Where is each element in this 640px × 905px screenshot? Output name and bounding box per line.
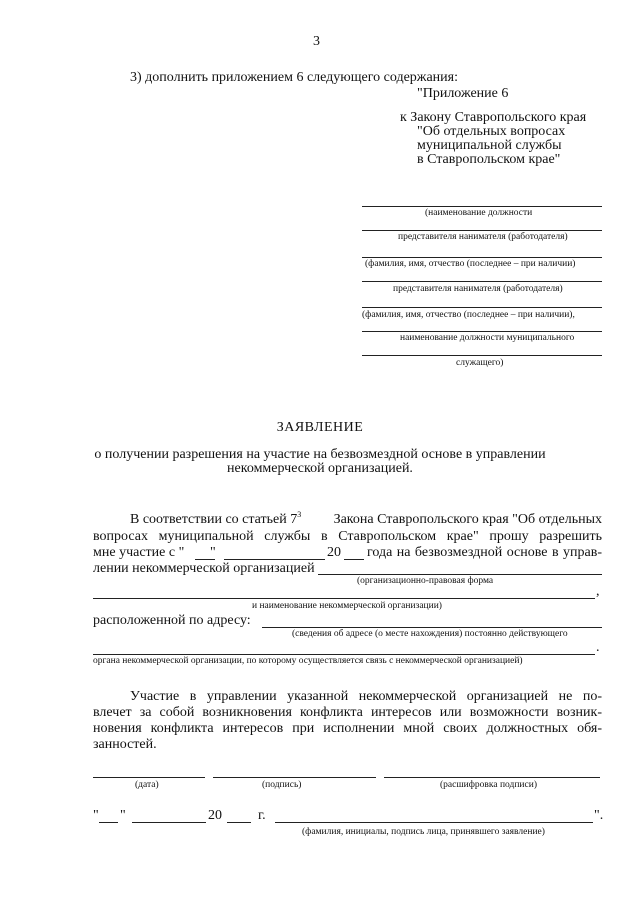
field-caption: (организационно-правовая форма xyxy=(357,576,494,586)
fill-line xyxy=(362,230,602,231)
document-subtitle: некоммерческой организацией. xyxy=(227,461,413,476)
appendix-title: "Приложение 6 xyxy=(417,86,509,101)
fill-line xyxy=(93,654,595,655)
fill-line xyxy=(362,331,602,332)
paragraph-text: В соответствии со статьей $7^3$ xyxy=(130,510,302,527)
amendment-intro: 3) дополнить приложением 6 следующего содержания: xyxy=(130,70,458,85)
paragraph-line: лении некоммерческой организацией xyxy=(93,561,315,576)
document-subtitle: о получении разрешения на участие на безвозмездной основе в управлении xyxy=(94,447,546,462)
date-caption: (дата) xyxy=(135,780,159,790)
paragraph-line: Участие в управлении указанной некоммерческой организацией не по- xyxy=(130,689,602,704)
comma: , xyxy=(596,584,600,599)
paragraph-line xyxy=(130,512,602,528)
document-title: ЗАЯВЛЕНИЕ xyxy=(276,420,364,435)
acceptor-line xyxy=(275,822,593,823)
fill-line xyxy=(362,307,602,308)
appendix-law-line: "Об отдельных вопросах xyxy=(417,124,566,139)
field-caption: (фамилия, имя, отчество (последнее – при наличии) xyxy=(365,259,576,269)
year-blank-line xyxy=(344,559,364,560)
year-suffix: г. xyxy=(258,808,266,823)
field-caption: представителя нанимателя (работодателя) xyxy=(398,232,568,242)
date-line xyxy=(93,777,205,778)
paragraph-text: Закона Ставропольского края "Об отдельных xyxy=(333,512,602,527)
year-blank-line xyxy=(227,822,251,823)
paragraph-line: занностей. xyxy=(93,737,157,752)
paragraph-text: " xyxy=(210,545,216,560)
field-caption: органа некоммерческой организации, по которому осуществляется связь с некоммерческой организацией) xyxy=(93,656,523,666)
field-caption: и наименование некоммерческой организации) xyxy=(252,601,442,611)
quote-mark: " xyxy=(120,808,126,823)
signature-caption: (подпись) xyxy=(262,780,302,790)
paragraph-text: года на безвозмездной основе в управ- xyxy=(367,545,602,560)
name-decode-caption: (расшифровка подписи) xyxy=(440,780,537,790)
fill-line xyxy=(93,598,595,599)
paragraph-text: 20 xyxy=(327,545,341,560)
name-decode-line xyxy=(384,777,600,778)
acceptor-caption: (фамилия, инициалы, подпись лица, принявшего заявление) xyxy=(302,827,545,837)
day-blank-line xyxy=(195,559,215,560)
field-caption: служащего) xyxy=(456,358,504,368)
month-blank-line xyxy=(132,822,206,823)
superscript: 3 xyxy=(297,510,302,519)
day-blank-line xyxy=(99,822,118,823)
fill-line xyxy=(362,281,602,282)
paragraph-line: вопросах муниципальной службы в Ставропольском крае" прошу разрешить xyxy=(93,529,602,544)
period: . xyxy=(596,640,600,655)
paragraph-text: мне участие с " xyxy=(93,545,185,560)
signature-line xyxy=(213,777,376,778)
appendix-law-line: в Ставропольском крае" xyxy=(417,152,561,167)
paragraph-line: влечет за собой возникновения конфликта интересов или возможности возник- xyxy=(93,705,602,720)
field-caption: наименование должности муниципального xyxy=(400,333,575,343)
paragraph-line: расположенной по адресу: xyxy=(93,613,251,628)
fill-line xyxy=(318,574,602,575)
field-caption: (сведения об адресе (о месте нахождения) постоянно действующего xyxy=(292,629,568,639)
field-caption: представителя нанимателя (работодателя) xyxy=(393,284,563,294)
field-caption: (фамилия, имя, отчество (последнее – при наличии), xyxy=(362,310,575,320)
page-number: 3 xyxy=(313,34,320,49)
fill-line xyxy=(362,206,602,207)
month-blank-line xyxy=(224,559,325,560)
quote-mark: " xyxy=(93,808,99,823)
fill-line xyxy=(362,355,602,356)
year-prefix: 20 xyxy=(208,808,222,823)
closing-quote: ". xyxy=(594,808,604,823)
paragraph-line: новения конфликта интересов при исполнении мной своих должностных обя- xyxy=(93,721,602,736)
fill-line xyxy=(262,627,602,628)
appendix-law-line: муниципальной службы xyxy=(417,138,562,153)
field-caption: (наименование должности xyxy=(425,208,533,218)
appendix-law-line: к Закону Ставропольского края xyxy=(400,110,587,125)
fill-line xyxy=(362,257,602,258)
